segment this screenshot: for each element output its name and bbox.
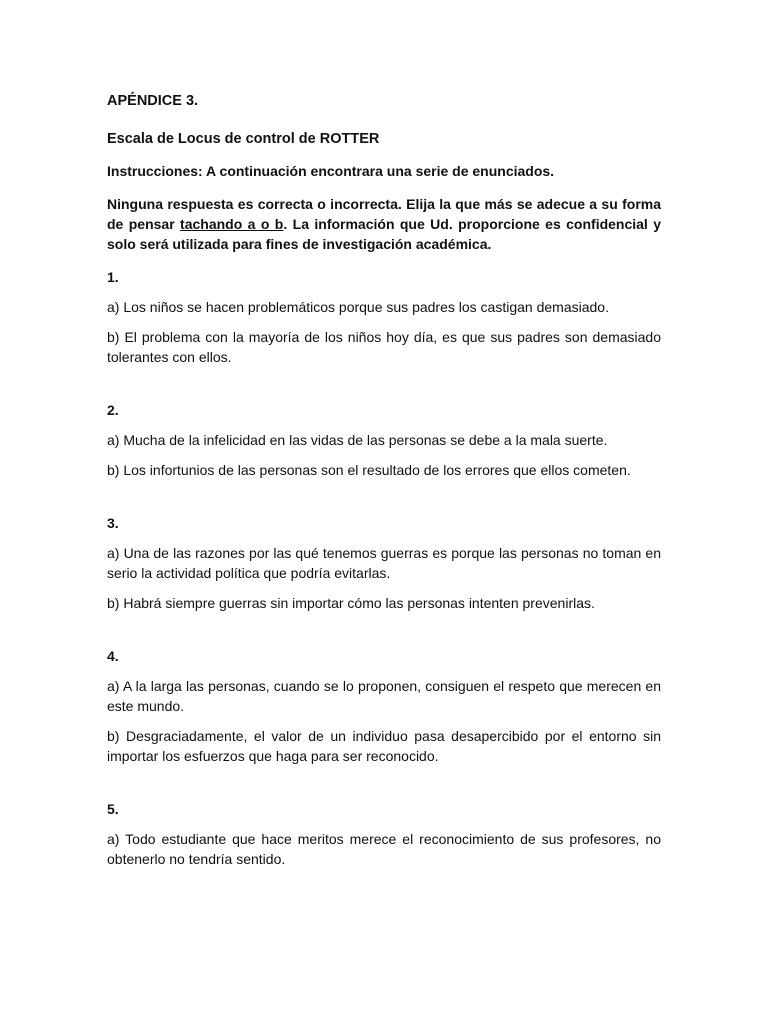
item-option-b: b) Desgraciadamente, el valor de un individuo pasa desapercibido por el entorno sin importar los esfuerzos que haga para ser reconocido.: [107, 728, 661, 764]
instructions-line: Instrucciones: A continuación encontrara una serie de enunciados.: [107, 163, 555, 179]
item-option-a: a) A la larga las personas, cuando se lo proponen, consiguen el respeto que merecen en este mundo.: [107, 678, 661, 714]
item-number: 4.: [107, 648, 119, 664]
item-option-a: a) Mucha de la infelicidad en las vidas de las personas se debe a la mala suerte.: [107, 432, 608, 448]
item-option-b: b) El problema con la mayoría de los niños hoy día, es que sus padres son demasiado tolerantes con ellos.: [107, 329, 661, 365]
scale-item-5: [107, 799, 661, 869]
item-option-a: a) Todo estudiante que hace meritos merece el reconocimiento de sus profesores, no obtenerlo no tendría sentido.: [107, 831, 661, 867]
scale-item-1: [107, 267, 661, 367]
appendix-title: APÉNDICE 3.: [107, 93, 199, 109]
scale-title: Escala de Locus de control de ROTTER: [107, 131, 380, 147]
item-option-b: b) Habrá siempre guerras sin importar cómo las personas intenten prevenirlas.: [107, 595, 595, 611]
item-number: 5.: [107, 801, 119, 817]
item-option-a: a) Los niños se hacen problemáticos porque sus padres los castigan demasiado.: [107, 299, 609, 315]
instructions-text-after: . La información que Ud. proporcione es confidencial y solo será utilizada para fines de investigación académica.: [107, 216, 662, 252]
instructions-underlined-text: tachando a o b: [180, 216, 284, 232]
item-number: 2.: [107, 402, 119, 418]
item-number: 1.: [107, 269, 119, 285]
scale-item-4: [107, 646, 661, 766]
item-option-b: b) Los infortunios de las personas son el resultado de los errores que ellos cometen.: [107, 462, 631, 478]
item-option-a: a) Una de las razones por las qué tenemos guerras es porque las personas no toman en serio la actividad política que podría evitarlas.: [107, 545, 661, 581]
scale-item-3: [107, 513, 661, 613]
item-number: 3.: [107, 515, 119, 531]
instructions-paragraph: [107, 194, 661, 254]
instructions-text-before: Ninguna respuesta es correcta o incorrecta. Elija la que más se adecue a su forma de pensar: [107, 196, 661, 232]
scale-item-2: [107, 400, 661, 480]
